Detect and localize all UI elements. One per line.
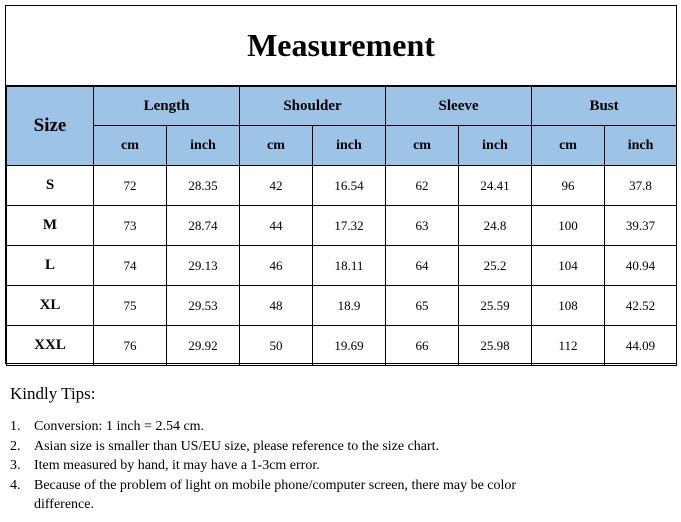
table-cell: 17.32	[313, 206, 386, 246]
table-cell: 104	[532, 246, 605, 286]
table-cell: 24.8	[459, 206, 532, 246]
table-row	[7, 326, 677, 366]
size-label: M	[7, 206, 94, 246]
table-cell: 25.2	[459, 246, 532, 286]
table-cell: 50	[240, 326, 313, 366]
table-cell: 18.11	[313, 246, 386, 286]
unit-header-cm: cm	[386, 126, 459, 166]
tip-number: 4.	[10, 477, 21, 493]
table-cell: 29.53	[167, 286, 240, 326]
table-cell: 96	[532, 166, 605, 206]
tips-list	[10, 417, 670, 515]
table-cell: 29.13	[167, 246, 240, 286]
table-cell: 39.37	[605, 206, 677, 246]
unit-header-row	[7, 126, 677, 166]
length-header: Length	[94, 87, 240, 126]
table-row	[7, 286, 677, 326]
tip-item	[10, 437, 670, 457]
size-label: S	[7, 166, 94, 206]
table-cell: 42.52	[605, 286, 677, 326]
table-cell: 112	[532, 326, 605, 366]
table-row	[7, 206, 677, 246]
table-cell: 48	[240, 286, 313, 326]
unit-header-inch: inch	[167, 126, 240, 166]
table-cell: 62	[386, 166, 459, 206]
unit-header-inch: inch	[459, 126, 532, 166]
table-cell: 37.8	[605, 166, 677, 206]
unit-header-cm: cm	[532, 126, 605, 166]
tip-number: 1.	[10, 419, 21, 434]
tip-item	[10, 456, 670, 476]
table-cell: 73	[94, 206, 167, 246]
table-cell: 46	[240, 246, 313, 286]
table-cell: 19.69	[313, 326, 386, 366]
table-cell: 29.92	[167, 326, 240, 366]
table-cell: 75	[94, 286, 167, 326]
table-cell: 108	[532, 286, 605, 326]
tip-text: Item measured by hand, it may have a 1-3cm error.	[34, 458, 320, 473]
table-cell: 28.74	[167, 206, 240, 246]
tip-item	[10, 476, 670, 515]
size-column-header: Size	[7, 87, 94, 166]
table-cell: 65	[386, 286, 459, 326]
tips-title: Kindly Tips:	[10, 384, 96, 403]
sleeve-header: Sleeve	[386, 87, 532, 126]
size-label: XXL	[7, 326, 94, 366]
table-row	[7, 166, 677, 206]
table-cell: 44	[240, 206, 313, 246]
table-cell: 64	[386, 246, 459, 286]
unit-header-inch: inch	[605, 126, 677, 166]
table-cell: 76	[94, 326, 167, 366]
table-cell: 44.09	[605, 326, 677, 366]
size-label: L	[7, 246, 94, 286]
tip-text: Because of the problem of light on mobile phone/computer screen, there may be color difference.	[34, 477, 517, 512]
size-table	[6, 86, 677, 366]
unit-header-cm: cm	[240, 126, 313, 166]
tip-text: Asian size is smaller than US/EU size, please reference to the size chart.	[34, 438, 440, 454]
table-cell: 66	[386, 326, 459, 366]
table-cell: 25.59	[459, 286, 532, 326]
unit-header-cm: cm	[94, 126, 167, 166]
table-cell: 74	[94, 246, 167, 286]
table-cell: 16.54	[313, 166, 386, 206]
size-label: XL	[7, 286, 94, 326]
table-row	[7, 246, 677, 286]
table-cell: 63	[386, 206, 459, 246]
table-cell: 42	[240, 166, 313, 206]
unit-header-inch: inch	[313, 126, 386, 166]
shoulder-header: Shoulder	[240, 87, 386, 126]
tip-text: Conversion: 1 inch = 2.54 cm.	[34, 419, 205, 434]
tip-number: 2.	[10, 438, 21, 454]
tip-item	[10, 417, 670, 437]
table-cell: 72	[94, 166, 167, 206]
tip-number: 3.	[10, 458, 21, 473]
bust-header: Bust	[532, 87, 677, 126]
kindly-tips	[10, 384, 670, 515]
table-cell: 18.9	[313, 286, 386, 326]
chart-title: Measurement	[6, 6, 676, 86]
table-cell: 40.94	[605, 246, 677, 286]
table-cell: 100	[532, 206, 605, 246]
table-cell: 24.41	[459, 166, 532, 206]
measurement-chart	[5, 5, 677, 364]
table-cell: 25.98	[459, 326, 532, 366]
group-header-row	[7, 87, 677, 126]
table-cell: 28.35	[167, 166, 240, 206]
